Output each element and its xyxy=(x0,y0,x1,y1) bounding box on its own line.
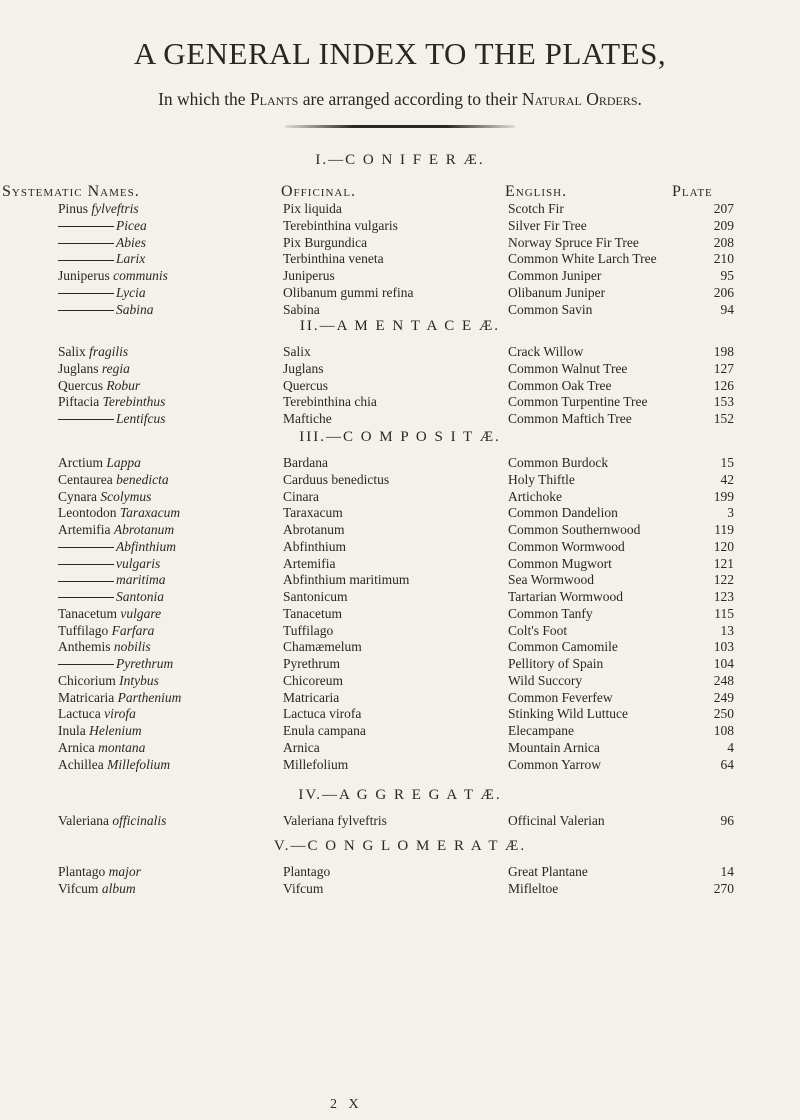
table-row xyxy=(0,673,800,691)
species-name: Lappa xyxy=(106,455,141,470)
plate-number: 96 xyxy=(720,813,734,828)
systematic-name xyxy=(58,344,128,360)
officinal-name: Millefolium xyxy=(283,756,349,772)
table-row xyxy=(0,505,800,523)
english-name: Common Savin xyxy=(508,301,593,317)
species-name: communis xyxy=(113,268,168,283)
genus-name: Arctium xyxy=(58,455,107,470)
officinal-name: Lactuca virofa xyxy=(283,706,362,722)
officinal-name: Abfinthium xyxy=(283,538,346,554)
systematic-name xyxy=(58,411,166,427)
english-name: Sea Wormwood xyxy=(508,572,595,588)
genus-name: Matricaria xyxy=(58,689,118,705)
genus-name: Quercus xyxy=(58,377,107,393)
column-header-english: English. xyxy=(505,183,568,200)
systematic-name xyxy=(58,235,146,251)
english-name: Common Southernwood xyxy=(508,522,641,537)
officinal-name: Maftiche xyxy=(283,411,332,426)
plate-number: 121 xyxy=(713,555,734,571)
plate-number: 198 xyxy=(713,344,734,359)
species-name: Robur xyxy=(106,377,141,393)
plate-number: 15 xyxy=(720,455,734,470)
systematic-name xyxy=(58,268,168,284)
genus-name: Chicorium xyxy=(58,672,120,688)
genus-name: Juniperus xyxy=(58,268,114,283)
officinal-name: Tanacetum xyxy=(283,605,343,621)
english-name: Crack Willow xyxy=(508,344,584,359)
genus-name: Pinus xyxy=(58,201,92,216)
species-name: album xyxy=(101,880,136,896)
officinal-name: Arnica xyxy=(283,739,320,755)
ditto-dash xyxy=(58,310,114,311)
table-row xyxy=(0,201,800,219)
officinal-name: Santonicum xyxy=(283,589,348,604)
plate-number: 207 xyxy=(713,201,734,216)
genus-name: Inula xyxy=(58,723,90,738)
table-row xyxy=(0,394,800,412)
plate-number: 249 xyxy=(713,689,734,705)
plate-number: 206 xyxy=(713,284,734,300)
genus-name: Plantago xyxy=(58,864,109,879)
species-name: Lentifcus xyxy=(116,411,166,426)
systematic-name xyxy=(58,706,136,722)
signature-mark: 2 X xyxy=(330,1097,363,1112)
plate-number: 94 xyxy=(720,301,734,317)
decorative-rule xyxy=(285,125,515,128)
officinal-name: Abrotanum xyxy=(283,522,345,537)
ditto-dash xyxy=(58,547,114,548)
systematic-name xyxy=(58,606,161,622)
english-name: Colt's Foot xyxy=(508,622,568,638)
english-name: Wild Succory xyxy=(508,672,583,688)
plate-number: 42 xyxy=(720,471,734,487)
table-row xyxy=(0,411,800,429)
ditto-dash xyxy=(58,419,114,420)
genus-name: Tuffilago xyxy=(58,622,112,638)
ditto-dash xyxy=(58,597,114,598)
table-row xyxy=(0,813,800,831)
table-row xyxy=(0,472,800,490)
table-row xyxy=(0,572,800,590)
english-name: Artichoke xyxy=(508,488,562,504)
english-name: Common Burdock xyxy=(508,455,609,470)
plate-number: 122 xyxy=(713,572,734,588)
plate-number: 103 xyxy=(713,639,734,655)
genus-name: Achillea xyxy=(58,756,108,772)
plate-number: 250 xyxy=(713,706,734,722)
officinal-name: Chamæmelum xyxy=(283,639,362,655)
species-name: Taraxacum xyxy=(119,505,181,521)
species-name: officinalis xyxy=(112,813,167,828)
english-name: Common Walnut Tree xyxy=(508,360,628,376)
table-row xyxy=(0,235,800,253)
officinal-name: Terebinthina vulgaris xyxy=(283,217,398,233)
species-name: Picea xyxy=(116,217,147,233)
officinal-name: Artemifia xyxy=(283,555,336,571)
plate-number: 119 xyxy=(714,522,734,537)
table-row xyxy=(0,378,800,396)
plate-number: 14 xyxy=(720,864,734,879)
english-name: Common Dandelion xyxy=(508,505,618,521)
table-row xyxy=(0,285,800,303)
table-row xyxy=(0,690,800,708)
plate-number: 64 xyxy=(720,756,734,772)
systematic-name xyxy=(58,813,166,829)
table-row xyxy=(0,218,800,236)
officinal-name: Pix Burgundica xyxy=(283,234,368,250)
english-name: Common Yarrow xyxy=(508,756,602,772)
ditto-dash xyxy=(58,243,114,244)
plate-number: 248 xyxy=(713,672,734,688)
table-row xyxy=(0,623,800,641)
officinal-name: Vifcum xyxy=(283,880,324,896)
genus-name: Valeriana xyxy=(58,813,113,828)
systematic-name xyxy=(58,201,139,217)
ditto-dash xyxy=(58,581,114,582)
plate-number: 126 xyxy=(713,377,734,393)
english-name: Common Tanfy xyxy=(508,605,593,621)
table-row xyxy=(0,656,800,674)
officinal-name: Juniperus xyxy=(283,268,335,283)
table-row xyxy=(0,455,800,473)
officinal-name: Carduus benedictus xyxy=(283,471,390,487)
genus-name: Anthemis xyxy=(58,639,114,655)
english-name: Common Oak Tree xyxy=(508,377,612,393)
species-name: regia xyxy=(101,360,130,376)
section-heading: I.—C O N I F E R Æ. xyxy=(315,152,485,168)
officinal-name: Chicoreum xyxy=(283,672,343,688)
column-header-plate: Plate xyxy=(672,183,713,200)
systematic-name xyxy=(58,572,166,588)
table-row xyxy=(0,361,800,379)
systematic-name xyxy=(58,881,136,897)
english-name: Stinking Wild Luttuce xyxy=(508,706,628,722)
officinal-name: Juglans xyxy=(283,360,324,376)
systematic-name xyxy=(58,302,154,318)
genus-name: Cynara xyxy=(58,488,101,504)
table-row xyxy=(0,344,800,362)
plate-number: 120 xyxy=(713,538,734,554)
english-name: Tartarian Wormwood xyxy=(508,589,624,604)
plate-number: 199 xyxy=(713,488,734,504)
english-name: Officinal Valerian xyxy=(508,813,605,828)
english-name: Great Plantane xyxy=(508,864,588,879)
genus-name: Piftacia xyxy=(58,394,103,410)
ditto-dash xyxy=(58,664,114,665)
species-name: fylveftris xyxy=(91,201,139,216)
table-row xyxy=(0,723,800,741)
officinal-name: Plantago xyxy=(283,864,331,879)
english-name: Common Mugwort xyxy=(508,555,612,571)
english-name: Holy Thiftle xyxy=(508,471,575,487)
systematic-name xyxy=(58,361,130,377)
systematic-name xyxy=(58,251,145,267)
systematic-name xyxy=(58,623,154,639)
genus-name: Artemifia xyxy=(58,522,114,537)
english-name: Norway Spruce Fir Tree xyxy=(508,234,639,250)
english-name: Silver Fir Tree xyxy=(508,217,587,233)
species-name: Intybus xyxy=(119,672,159,688)
plate-number: 210 xyxy=(713,251,734,267)
table-row xyxy=(0,489,800,507)
genus-name: Centaurea xyxy=(58,471,117,487)
officinal-name: Cinara xyxy=(283,488,319,504)
page-title: A GENERAL INDEX TO THE PLATES, xyxy=(133,36,667,71)
table-row xyxy=(0,302,800,320)
column-header-systematic: Systematic Names. xyxy=(2,183,140,200)
species-name: Scolymus xyxy=(100,488,152,504)
officinal-name: Terebinthina chia xyxy=(283,394,377,410)
plate-number: 153 xyxy=(713,394,734,410)
english-name: Olibanum Juniper xyxy=(508,284,606,300)
plate-number: 127 xyxy=(713,360,734,376)
plate-number: 152 xyxy=(713,411,734,426)
english-name: Common Camomile xyxy=(508,639,618,655)
plate-number: 13 xyxy=(720,622,734,638)
species-name: Abrotanum xyxy=(113,522,175,537)
table-row xyxy=(0,589,800,607)
species-name: Farfara xyxy=(111,622,155,638)
genus-name: Salix xyxy=(58,344,90,359)
systematic-name xyxy=(58,539,176,555)
genus-name: Tanacetum xyxy=(58,605,121,621)
systematic-name xyxy=(58,455,141,471)
genus-name: Juglans xyxy=(58,360,102,376)
systematic-name xyxy=(58,489,151,505)
species-name: Helenium xyxy=(89,723,142,738)
officinal-name: Valeriana fylveftris xyxy=(283,813,387,828)
section-heading: II.—A M E N T A C E Æ. xyxy=(299,318,501,334)
english-name: Elecampane xyxy=(508,723,574,738)
species-name: virofa xyxy=(104,706,136,722)
systematic-name xyxy=(58,285,146,301)
officinal-name: Tuffilago xyxy=(283,622,334,638)
officinal-name: Quercus xyxy=(283,377,328,393)
table-row xyxy=(0,639,800,657)
table-row xyxy=(0,539,800,557)
section-heading: IV.—A G G R E G A T Æ. xyxy=(298,787,502,803)
plate-number: 123 xyxy=(713,589,734,604)
genus-name: Leontodon xyxy=(58,505,120,521)
systematic-name xyxy=(58,690,181,706)
table-row xyxy=(0,881,800,899)
english-name: Common Wormwood xyxy=(508,538,625,554)
plate-number: 115 xyxy=(714,605,734,621)
systematic-name xyxy=(58,639,151,655)
column-header-officinal: Officinal. xyxy=(281,183,357,200)
ditto-dash xyxy=(58,226,114,227)
species-name: montana xyxy=(98,739,146,755)
english-name: Common Maftich Tree xyxy=(508,411,632,426)
systematic-name xyxy=(58,656,173,672)
species-name: Parthenium xyxy=(117,689,182,705)
officinal-name: Salix xyxy=(283,344,311,359)
species-name: Abfinthium xyxy=(116,538,176,554)
species-name: fragilis xyxy=(89,344,129,359)
plate-number: 4 xyxy=(727,739,734,755)
species-name: Millefolium xyxy=(107,756,171,772)
species-name: benedicta xyxy=(116,471,169,487)
officinal-name: Taraxacum xyxy=(283,505,343,521)
officinal-name: Olibanum gummi refina xyxy=(283,284,414,300)
systematic-name xyxy=(58,394,165,410)
species-name: Lycia xyxy=(116,284,146,300)
genus-name: Arnica xyxy=(58,739,99,755)
table-row xyxy=(0,706,800,724)
species-name: maritima xyxy=(116,572,166,588)
plate-number: 108 xyxy=(713,723,734,738)
table-row xyxy=(0,606,800,624)
plate-number: 3 xyxy=(727,505,734,521)
ditto-dash xyxy=(58,564,114,565)
officinal-name: Pix liquida xyxy=(283,201,342,216)
officinal-name: Bardana xyxy=(283,455,328,470)
officinal-name: Pyrethrum xyxy=(283,656,340,671)
table-row xyxy=(0,522,800,540)
species-name: Abies xyxy=(116,234,146,250)
plate-number: 95 xyxy=(720,268,734,283)
systematic-name xyxy=(58,556,160,572)
species-name: major xyxy=(108,864,141,879)
species-name: vulgare xyxy=(120,605,162,621)
table-row xyxy=(0,864,800,882)
systematic-name xyxy=(58,723,142,739)
officinal-name: Enula campana xyxy=(283,723,366,738)
table-row xyxy=(0,740,800,758)
species-name: Larix xyxy=(116,251,146,267)
page-subtitle: In which the Plants are arranged according to their Natural Orders. xyxy=(158,89,642,109)
species-name: Pyrethrum xyxy=(116,656,174,671)
english-name: Mifleltoe xyxy=(508,880,559,896)
english-name: Common White Larch Tree xyxy=(508,251,657,267)
systematic-name xyxy=(58,740,145,756)
english-name: Scotch Fir xyxy=(508,201,564,216)
systematic-name xyxy=(58,864,141,880)
plate-number: 208 xyxy=(713,234,734,250)
english-name: Common Turpentine Tree xyxy=(508,394,648,410)
genus-name: Vifcum xyxy=(58,880,102,896)
ditto-dash xyxy=(58,260,114,261)
english-name: Pellitory of Spain xyxy=(508,656,604,671)
systematic-name xyxy=(58,378,140,394)
systematic-name xyxy=(58,673,159,689)
systematic-name xyxy=(58,505,180,521)
systematic-name xyxy=(58,757,170,773)
english-name: Common Feverfew xyxy=(508,689,613,705)
table-row xyxy=(0,556,800,574)
plate-number: 209 xyxy=(713,217,734,233)
table-row xyxy=(0,251,800,269)
table-row xyxy=(0,757,800,775)
officinal-name: Abfinthium maritimum xyxy=(283,572,410,588)
systematic-name xyxy=(58,218,147,234)
plate-number: 270 xyxy=(713,880,734,896)
species-name: nobilis xyxy=(113,639,151,655)
officinal-name: Terbinthina veneta xyxy=(283,251,384,267)
species-name: Sabina xyxy=(116,301,154,317)
ditto-dash xyxy=(58,293,114,294)
genus-name: Lactuca xyxy=(58,706,105,722)
officinal-name: Sabina xyxy=(283,301,320,317)
systematic-name xyxy=(58,589,164,605)
species-name: vulgaris xyxy=(116,555,161,571)
systematic-name xyxy=(58,522,174,538)
english-name: Mountain Arnica xyxy=(508,739,600,755)
species-name: Santonia xyxy=(116,589,165,604)
officinal-name: Matricaria xyxy=(283,689,340,705)
section-heading: V.—C O N G L O M E R A T Æ. xyxy=(273,838,527,854)
systematic-name xyxy=(58,472,169,488)
table-row xyxy=(0,268,800,286)
english-name: Common Juniper xyxy=(508,268,602,283)
plate-number: 104 xyxy=(713,656,734,671)
species-name: Terebinthus xyxy=(102,394,166,410)
section-heading: III.—C O M P O S I T Æ. xyxy=(299,429,501,445)
